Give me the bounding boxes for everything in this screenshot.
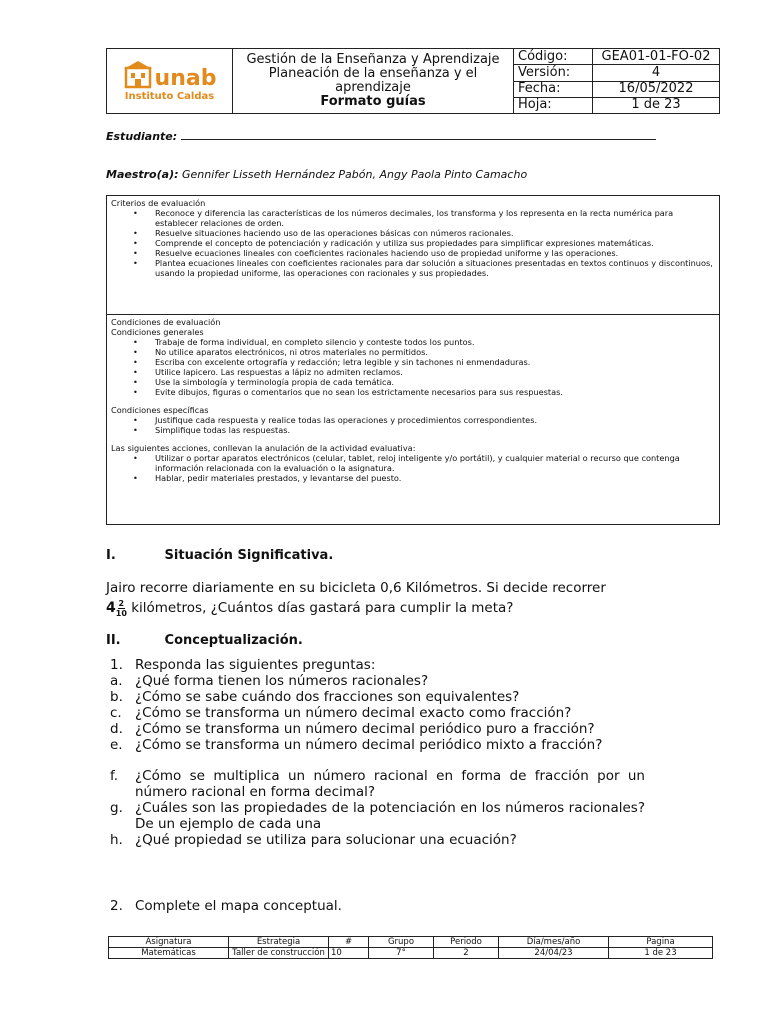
general-conditions-title: Condiciones generales bbox=[111, 327, 204, 337]
list-item bbox=[110, 673, 645, 689]
footer-header: # bbox=[329, 937, 369, 948]
list-item: • Hablar, pedir materiales prestados, y levantarse del puesto. bbox=[133, 473, 715, 483]
annulment-list bbox=[133, 453, 715, 483]
teacher-line bbox=[106, 168, 527, 181]
version-value: 4 bbox=[593, 65, 720, 81]
fraction-whole: 4 bbox=[106, 600, 116, 616]
section-1-heading bbox=[106, 548, 333, 563]
list-item bbox=[110, 768, 645, 800]
footer-header: Día/mes/año bbox=[499, 937, 609, 948]
question-text: ¿Qué forma tienen los números racionales? bbox=[135, 673, 429, 689]
teacher-names: Gennifer Lisseth Hernández Pabón, Angy Paola Pinto Camacho bbox=[182, 168, 528, 181]
question-letter: a. bbox=[110, 673, 123, 689]
document-title bbox=[233, 49, 514, 114]
question-letter: e. bbox=[110, 737, 123, 753]
list-item bbox=[110, 800, 645, 832]
section-2-heading bbox=[106, 633, 303, 648]
list-item: • Utilizar o portar aparatos electrónicos (celular, tablet, reloj inteligente y/o portátil), y cualquier material o recurso que contenga información relacionada con la evaluación o la asignatura. bbox=[133, 453, 715, 473]
mixed-fraction bbox=[106, 598, 127, 618]
list-item: • Resuelve situaciones haciendo uso de las operaciones básicas con números racionales. bbox=[133, 228, 715, 238]
footer-cell: 10 bbox=[329, 948, 369, 959]
criteria-list bbox=[133, 208, 715, 278]
table-row bbox=[109, 948, 713, 959]
footer-cell: 2 bbox=[434, 948, 499, 959]
footer-header: Periodo bbox=[434, 937, 499, 948]
title-line-3: Formato guías bbox=[320, 94, 426, 109]
general-conditions-list bbox=[133, 337, 715, 397]
list-item: • Utilice lapicero. Las respuestas a lápiz no admiten reclamos. bbox=[133, 367, 715, 377]
conditions-title: Condiciones de evaluación bbox=[111, 317, 221, 327]
footer-cell: Matemáticas bbox=[109, 948, 229, 959]
list-item: • Trabaje de forma individual, en completo silencio y conteste todos los puntos. bbox=[133, 337, 715, 347]
question-text: ¿Qué propiedad se utiliza para solucionar una ecuación? bbox=[135, 832, 517, 848]
fraction-denominator: 10 bbox=[115, 608, 127, 618]
logo-subtitle: Instituto Caldas bbox=[124, 90, 215, 102]
question-number: 2. bbox=[110, 898, 123, 914]
list-item: • Simplifique todas las respuestas. bbox=[133, 425, 715, 435]
footer-cell: 7° bbox=[369, 948, 434, 959]
question-letter: g. bbox=[110, 800, 123, 816]
list-item: • Justifique cada respuesta y realice todas las operaciones y procedimientos correspondientes. bbox=[133, 415, 715, 425]
question-letter: c. bbox=[110, 705, 122, 721]
situation-paragraph bbox=[106, 578, 646, 618]
footer-header: Estrategia bbox=[229, 937, 329, 948]
section-2-title: Conceptualización. bbox=[164, 633, 303, 648]
question-2 bbox=[110, 898, 645, 914]
question-letter: f. bbox=[110, 768, 119, 784]
version-label: Versión: bbox=[514, 65, 593, 81]
question-letter: b. bbox=[110, 689, 123, 705]
student-line bbox=[106, 129, 656, 143]
list-item: • Use la simbología y terminología propia de cada temática. bbox=[133, 377, 715, 387]
question-text: ¿Cuáles son las propiedades de la potenciación en los números racionales? De un ejemplo de cada una bbox=[135, 800, 645, 832]
situation-text-before: Jairo recorre diariamente en su bicicleta 0,6 Kilómetros. Si decide recorrer bbox=[106, 580, 606, 596]
title-line-2: Planeación de la enseñanza y el aprendizaje bbox=[268, 66, 478, 95]
question-text: ¿Cómo se transforma un número decimal periódico mixto a fracción? bbox=[135, 737, 603, 753]
codigo-value: GEA01-01-FO-02 bbox=[593, 49, 720, 65]
footer-header: Pagina bbox=[609, 937, 713, 948]
section-1-title: Situación Significativa. bbox=[164, 548, 334, 563]
list-item bbox=[110, 737, 645, 753]
fraction-numerator: 2 bbox=[118, 598, 125, 608]
hoja-label: Hoja: bbox=[514, 97, 593, 113]
fecha-label: Fecha: bbox=[514, 81, 593, 97]
student-label: Estudiante: bbox=[106, 130, 178, 143]
question-text: ¿Cómo se transforma un número decimal periódico puro a fracción? bbox=[135, 721, 595, 737]
list-item bbox=[110, 705, 645, 721]
question-number: 1. bbox=[110, 657, 123, 673]
question-letter: d. bbox=[110, 721, 123, 737]
question-text: ¿Cómo se sabe cuándo dos fracciones son equivalentes? bbox=[135, 689, 520, 705]
footer-table bbox=[108, 936, 713, 959]
list-item: • Comprende el concepto de potenciación y radicación y utiliza sus propiedades para simplificar expresiones matemáticas. bbox=[133, 238, 715, 248]
logo-text: unab bbox=[154, 65, 217, 91]
footer-cell: 1 de 23 bbox=[609, 948, 713, 959]
list-item bbox=[110, 898, 645, 914]
questions-block-2 bbox=[110, 768, 645, 848]
footer-header: Asignatura bbox=[109, 937, 229, 948]
list-item bbox=[110, 689, 645, 705]
question-1 bbox=[110, 657, 645, 673]
table-row bbox=[109, 937, 713, 948]
specific-conditions-list bbox=[133, 415, 715, 435]
question-text: ¿Cómo se multiplica un número racional en forma de fracción por un número racional en forma decimal? bbox=[135, 768, 645, 800]
question-text: ¿Cómo se transforma un número decimal exacto como fracción? bbox=[135, 705, 572, 721]
list-item: • Plantea ecuaciones lineales con coeficientes racionales para dar solución a situaciones presentadas en textos continuos y discontinuos, usando la propiedad uniforme, las operaciones con racionales y sus propiedades. bbox=[133, 258, 715, 278]
evaluation-box bbox=[106, 195, 720, 525]
teacher-label: Maestro(a): bbox=[106, 168, 179, 181]
footer-cell: 24/04/23 bbox=[499, 948, 609, 959]
footer-cell: Taller de construcción bbox=[229, 948, 329, 959]
list-item: • Resuelve ecuaciones lineales con coeficientes racionales haciendo uso de propiedad uniforme y las operaciones. bbox=[133, 248, 715, 258]
fecha-value: 16/05/2022 bbox=[593, 81, 720, 97]
document-header bbox=[106, 48, 720, 114]
list-item bbox=[110, 721, 645, 737]
criteria-section bbox=[107, 196, 719, 315]
annulment-title: Las siguientes acciones, conllevan la anulación de la actividad evaluativa: bbox=[111, 443, 416, 453]
unab-logo bbox=[111, 59, 228, 104]
footer-header: Grupo bbox=[369, 937, 434, 948]
section-2-number: II. bbox=[106, 633, 121, 648]
school-building-icon bbox=[123, 59, 153, 89]
question-letter: h. bbox=[110, 832, 123, 848]
criteria-title: Criterios de evaluación bbox=[111, 198, 206, 208]
student-name-blank[interactable] bbox=[181, 129, 656, 140]
list-item: • Escriba con excelente ortografía y redacción; letra legible y sin tachones ni enmendaduras. bbox=[133, 357, 715, 367]
title-line-1: Gestión de la Enseñanza y Aprendizaje bbox=[246, 52, 500, 67]
list-item bbox=[110, 832, 645, 848]
section-1-number: I. bbox=[106, 548, 116, 563]
specific-conditions-title: Condiciones específicas bbox=[111, 405, 209, 415]
hoja-value: 1 de 23 bbox=[593, 97, 720, 113]
question-text: Responda las siguientes preguntas: bbox=[135, 657, 376, 673]
codigo-label: Código: bbox=[514, 49, 593, 65]
situation-text-after: kilómetros, ¿Cuántos días gastará para cumplir la meta? bbox=[131, 600, 514, 616]
question-text: Complete el mapa conceptual. bbox=[135, 898, 342, 914]
list-item: • No utilice aparatos electrónicos, ni otros materiales no permitidos. bbox=[133, 347, 715, 357]
questions-block-1 bbox=[110, 657, 645, 753]
list-item: • Reconoce y diferencia las características de los números decimales, los transforma y los representa en la recta numérica para establecer relaciones de orden. bbox=[133, 208, 715, 228]
conditions-section bbox=[107, 315, 719, 485]
logo-cell bbox=[107, 49, 233, 114]
list-item: • Evite dibujos, figuras o comentarios que no sean los estrictamente necesarios para sus respuestas. bbox=[133, 387, 715, 397]
